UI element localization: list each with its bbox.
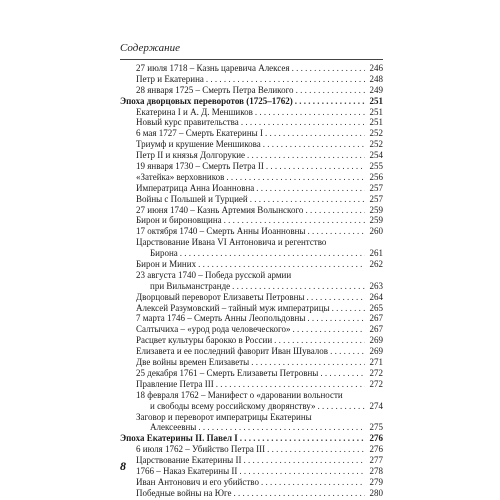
toc-entry — [120, 237, 383, 248]
toc-entry — [120, 303, 383, 314]
toc-page-number: 259 — [369, 204, 383, 215]
toc-page-number: 267 — [369, 313, 383, 324]
toc-entry — [120, 226, 383, 237]
toc-section — [120, 433, 383, 444]
toc-entry — [120, 107, 383, 118]
toc-entry — [120, 85, 383, 96]
dot-leader — [232, 281, 365, 292]
toc-entry — [120, 346, 383, 357]
dot-leader — [239, 466, 365, 477]
dot-leader — [247, 150, 365, 161]
toc-entry-title: «Затейка» верховников — [136, 171, 225, 182]
toc-entry — [120, 183, 383, 194]
toc-page-number: 280 — [369, 487, 383, 498]
toc-entry-title: Войны с Польшей и Турцией — [136, 193, 248, 204]
toc-entry-title: и свободы всему российскому дворянству» — [150, 400, 316, 411]
dot-leader — [305, 205, 365, 216]
toc-entry — [120, 368, 383, 379]
toc-entry — [120, 150, 383, 161]
toc-entry-title: Царствование Екатерины II — [136, 455, 242, 466]
page-number: 8 — [120, 459, 126, 473]
toc-page-number: 278 — [369, 465, 383, 476]
toc-entry-title: Новый курс правительства — [136, 117, 239, 128]
toc-entry — [120, 281, 383, 292]
toc-page-number: 255 — [369, 161, 383, 172]
toc-entry — [120, 357, 383, 368]
toc-page-number: 248 — [369, 73, 383, 84]
dot-leader — [330, 346, 365, 357]
toc-page-number: 263 — [369, 280, 383, 291]
dot-leader — [206, 74, 365, 85]
toc-entry-title: 7 марта 1746 – Смерть Анны Леопольдовны — [136, 313, 306, 324]
toc-entry — [120, 444, 383, 455]
toc-entry — [120, 74, 383, 85]
toc-page-number: 257 — [369, 182, 383, 193]
toc-entry-title: Елизавета и ее последний фаворит Иван Шувалов — [136, 346, 329, 357]
dot-leader — [266, 161, 365, 172]
toc-entry-title: Алексей Разумовский – тайный муж императрицы — [136, 302, 330, 313]
toc-page-number: 254 — [369, 150, 383, 161]
toc-page-number: 272 — [369, 367, 383, 378]
toc-entry-title: Бирон и Миних — [136, 259, 197, 270]
toc-entry-title: Эпоха дворцовых переворотов (1725–1762) — [120, 95, 293, 106]
toc-entry-title: Две войны времен Елизаветы — [136, 357, 250, 368]
header-rule — [120, 59, 383, 60]
dot-leader — [307, 313, 365, 324]
table-of-contents — [120, 63, 383, 499]
toc-entry-title: Расцвет культуры барокко в России — [136, 335, 273, 346]
toc-entry-title: Триумф и крушение Меншикова — [136, 139, 261, 150]
toc-entry-title: 19 января 1730 – Смерть Петра II — [136, 161, 264, 172]
toc-entry-title: Петр и Екатерина — [136, 73, 204, 84]
dot-leader — [250, 194, 365, 205]
dot-leader — [243, 455, 365, 466]
toc-entry-title: 28 января 1725 – Смерть Петра Великого — [136, 84, 294, 95]
toc-page-number: 257 — [369, 193, 383, 204]
toc-page-number: 261 — [369, 248, 383, 259]
toc-page-number: 269 — [369, 346, 383, 357]
toc-entry-title: Иван Антонович и его убийство — [136, 476, 259, 487]
toc-entry — [120, 117, 383, 128]
dot-leader — [241, 117, 365, 128]
dot-leader — [180, 248, 365, 259]
toc-entry-title: Императрица Анна Иоанновна — [136, 182, 255, 193]
toc-page-number: 267 — [369, 324, 383, 335]
toc-entry-title: 17 октября 1740 – Смерть Анны Иоанновны — [136, 226, 306, 237]
toc-page-number: 262 — [369, 259, 383, 270]
toc-page-number: 246 — [369, 63, 383, 73]
toc-entry — [120, 412, 383, 423]
toc-page-number: 276 — [369, 444, 383, 455]
toc-entry-title: Екатерина I и А. Д. Меншиков — [136, 106, 253, 117]
toc-entry-title: Победные войны на Юге — [136, 487, 232, 498]
toc-entry — [120, 63, 383, 74]
dot-leader — [293, 324, 365, 335]
toc-entry — [120, 401, 383, 412]
dot-leader — [265, 128, 365, 139]
toc-entry — [120, 379, 383, 390]
toc-page-number: 275 — [369, 422, 383, 433]
toc-entry-title: Правление Петра III — [136, 378, 214, 389]
toc-entry — [120, 194, 383, 205]
toc-entry-title: Петр II и князья Долгорукие — [136, 150, 246, 161]
toc-entry — [120, 270, 383, 281]
toc-entry-title: Алексеевны — [150, 422, 197, 433]
toc-section — [120, 96, 383, 107]
toc-entry — [120, 313, 383, 324]
dot-leader — [256, 183, 365, 194]
toc-entry-title: 23 августа 1740 – Победа русской армии — [136, 269, 292, 280]
toc-entry-title: Заговор и переворот императрицы Екатерины — [136, 411, 312, 422]
toc-entry — [120, 205, 383, 216]
toc-entry — [120, 161, 383, 172]
toc-page-number: 251 — [369, 106, 383, 117]
toc-page-number: 269 — [369, 335, 383, 346]
toc-entry — [120, 172, 383, 183]
toc-page-number: 265 — [369, 302, 383, 313]
dot-leader — [261, 477, 365, 488]
toc-entry-title: Дворцовый переворот Елизаветы Петровны — [136, 291, 305, 302]
dot-leader — [198, 259, 365, 270]
toc-page-number: 272 — [369, 378, 383, 389]
toc-page-number: 252 — [369, 139, 383, 150]
toc-page-number: 277 — [369, 455, 383, 466]
toc-page-number: 274 — [369, 400, 383, 411]
toc-entry — [120, 128, 383, 139]
toc-entry — [120, 292, 383, 303]
toc-page-number: 256 — [369, 171, 383, 182]
dot-leader — [320, 368, 365, 379]
toc-page-number: 271 — [369, 357, 383, 368]
toc-entry — [120, 324, 383, 335]
toc-entry-title: 27 июня 1740 – Казнь Артемия Волынского — [136, 204, 304, 215]
toc-entry-title: 25 декабря 1761 – Смерть Елизаветы Петровны — [136, 367, 319, 378]
toc-entry — [120, 335, 383, 346]
toc-entry — [120, 248, 383, 259]
toc-entry-title: 1766 – Наказ Екатерины II — [136, 465, 238, 476]
toc-entry — [120, 259, 383, 270]
toc-page-number: 260 — [369, 226, 383, 237]
toc-entry-title: Царствование Ивана VI Антоновича и регентство — [136, 237, 327, 248]
toc-entry-title: 6 мая 1727 – Смерть Екатерины I — [136, 128, 263, 139]
toc-entry-title: Бирона — [150, 248, 178, 259]
toc-entry — [120, 488, 383, 499]
toc-entry — [120, 422, 383, 433]
dot-leader — [295, 96, 365, 107]
toc-page-number: 264 — [369, 291, 383, 302]
dot-leader — [296, 85, 365, 96]
toc-entry-title: Эпоха Екатерины II. Павел I — [120, 433, 238, 444]
toc-page-number: 249 — [369, 84, 383, 95]
dot-leader — [216, 379, 365, 390]
dot-leader — [198, 422, 365, 433]
dot-leader — [274, 335, 365, 346]
toc-entry — [120, 477, 383, 488]
dot-leader — [234, 488, 365, 499]
dot-leader — [263, 139, 365, 150]
toc-entry-title: 27 июля 1718 – Казнь царевича Алексея — [136, 63, 290, 73]
dot-leader — [318, 401, 365, 412]
toc-entry-title: 6 июля 1762 – Убийство Петра III — [136, 444, 266, 455]
toc-entry-title: Салтычиха – «урод рода человеческого» — [136, 324, 291, 335]
toc-page-number: 252 — [369, 128, 383, 139]
running-head: Содержание — [120, 42, 181, 54]
dot-leader — [251, 357, 365, 368]
toc-page-number: 276 — [369, 433, 383, 444]
dot-leader — [224, 215, 365, 226]
toc-entry — [120, 455, 383, 466]
toc-page-number: 251 — [369, 95, 383, 106]
toc-page-number: 279 — [369, 476, 383, 487]
toc-entry-title: Бирон и бироновщина — [136, 215, 222, 226]
dot-leader — [226, 172, 365, 183]
dot-leader — [292, 63, 365, 74]
dot-leader — [267, 444, 365, 455]
dot-leader — [255, 107, 365, 118]
dot-leader — [240, 433, 365, 444]
toc-page-number: 251 — [369, 117, 383, 128]
toc-entry-title: при Вильманстранде — [150, 280, 231, 291]
dot-leader — [332, 303, 365, 314]
dot-leader — [307, 226, 365, 237]
dot-leader — [307, 292, 366, 303]
toc-entry — [120, 215, 383, 226]
toc-entry — [120, 466, 383, 477]
toc-entry-title: 18 февраля 1762 – Манифест о «даровании вольности — [136, 389, 343, 400]
toc-page-number: 259 — [369, 215, 383, 226]
toc-entry — [120, 390, 383, 401]
toc-entry — [120, 139, 383, 150]
